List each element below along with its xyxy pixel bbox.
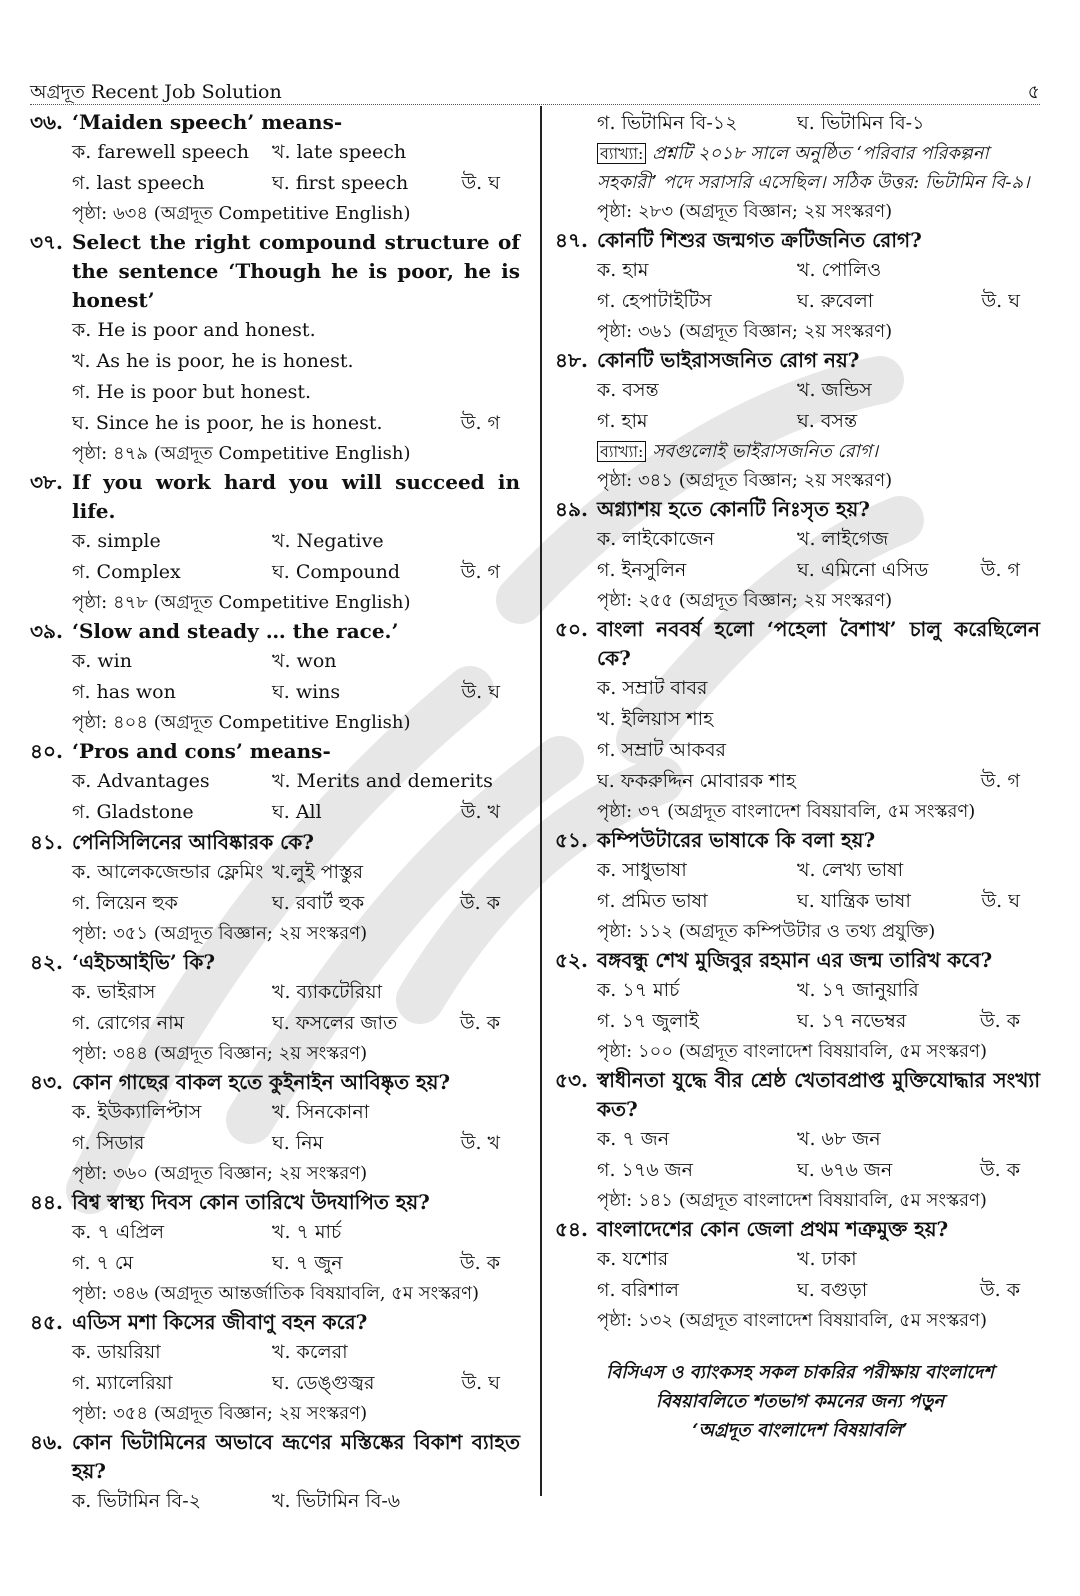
question-text: কম্পিউটারের ভাষাকে কি বলা হয়?	[597, 828, 876, 852]
option: ঘ. বসন্ত	[797, 410, 858, 432]
question-block	[555, 495, 1040, 615]
question-text: ‘Maiden speech’ means-	[72, 110, 343, 134]
left-column	[30, 108, 520, 1517]
answer-label: উ. গ	[980, 559, 1020, 581]
option-row	[30, 1248, 520, 1279]
option: খ. As he is poor, he is honest.	[72, 350, 354, 372]
option: ঘ. নিম	[272, 1132, 324, 1154]
question-number: ৩৯.	[30, 619, 63, 643]
question-block	[30, 948, 520, 1068]
answer-label: উ. ক	[979, 1159, 1020, 1181]
answer-label: উ. ক	[459, 892, 500, 914]
option: গ. সিডার	[72, 1132, 145, 1154]
option: খ. Negative	[272, 530, 384, 552]
question-number: ৪৬.	[30, 1430, 63, 1454]
question-title	[30, 1428, 520, 1486]
option: খ. late speech	[272, 141, 407, 163]
option-row	[555, 286, 1040, 317]
question-block	[555, 346, 1040, 495]
option-row	[30, 977, 520, 1008]
option: ক. ৭ জন	[597, 1128, 670, 1150]
question-block	[555, 946, 1040, 1066]
option: খ. ঢাকা	[797, 1248, 857, 1270]
page-reference: পৃষ্ঠা: ৪৭৮ (অগ্রদূত Competitive English)	[72, 592, 411, 613]
option: খ. ১৭ জানুয়ারি	[797, 979, 919, 1001]
option: খ. ৬৮ জন	[797, 1128, 881, 1150]
option: ঘ. এমিনো এসিড	[797, 559, 929, 581]
question-title	[555, 226, 1040, 255]
option: ক. বসন্ত	[597, 379, 659, 401]
question-number: ৩৭.	[30, 230, 63, 254]
option-row	[555, 108, 1040, 139]
question-text: কোন ভিটামিনের অভাবে ভ্রূণের মস্তিষ্কের বিকাশ ব্যাহত হয়?	[72, 1430, 520, 1483]
option: ক. যশোর	[597, 1248, 669, 1270]
question-block	[555, 108, 1040, 226]
question-number: ৩৬.	[30, 110, 63, 134]
option: গ. ম্যালেরিয়া	[72, 1372, 173, 1394]
explanation-text: প্রশ্নটি ২০১৮ সালে অনুষ্ঠিত ‘পরিবার পরিকল্পনা সহকারী’ পদে সরাসরি এসেছিল। সঠিক উত্তর: ভিটামিন বি-৯।	[597, 143, 1030, 193]
promo-line-3: ‘অগ্রদূত বাংলাদেশ বিষয়াবলি’	[692, 1420, 908, 1441]
answer-label: উ. ক	[459, 1012, 500, 1034]
option: গ. সম্রাট আকবর	[597, 739, 727, 761]
option: ঘ. বগুড়া	[797, 1279, 868, 1301]
question-block	[30, 617, 520, 737]
option-row	[555, 406, 1040, 437]
option: ক. সাধুভাষা	[597, 859, 687, 881]
answer-label: উ. ক	[459, 1252, 500, 1274]
option-row	[30, 888, 520, 919]
option: গ. He is poor but honest.	[72, 381, 312, 403]
option: খ. লাইগেজ	[797, 528, 889, 550]
question-block	[30, 737, 520, 828]
option-row	[555, 1124, 1040, 1155]
question-block	[555, 226, 1040, 346]
answer-label: উ. গ	[460, 412, 500, 434]
question-title	[30, 617, 520, 646]
question-number: ৪৮.	[555, 348, 588, 372]
question-text: কোনটি ভাইরাসজনিত রোগ নয়?	[597, 348, 860, 372]
option: ক. ১৭ মার্চ	[597, 979, 680, 1001]
question-block	[555, 826, 1040, 946]
option: ঘ. রবার্ট হুক	[272, 892, 365, 914]
answer-label: উ. ঘ	[461, 1372, 500, 1394]
option: ঘ. wins	[272, 681, 341, 703]
option: ঘ. ১৭ নভেম্বর	[797, 1010, 907, 1032]
page-reference: পৃষ্ঠা: ৩৪৬ (অগ্রদূত আন্তর্জাতিক বিষয়াবলি, ৫ম সংস্করণ)	[72, 1283, 479, 1304]
question-number: ৪১.	[30, 830, 63, 854]
option: খ. লেখ্য ভাষা	[797, 859, 904, 881]
option: ক. Advantages	[72, 770, 210, 792]
question-title	[555, 1066, 1040, 1124]
question-text: স্বাধীনতা যুদ্ধে বীর শ্রেষ্ঠ খেতাবপ্রাপ্ত মুক্তিযোদ্ধার সংখ্যা কত?	[597, 1068, 1040, 1121]
question-text: ‘এইচআইভি’ কি?	[72, 950, 216, 974]
option: গ. Gladstone	[72, 801, 194, 823]
question-text: বিশ্ব স্বাস্থ্য দিবস কোন তারিখে উদযাপিত হয়?	[72, 1190, 430, 1214]
option-row	[555, 255, 1040, 286]
option-row	[30, 315, 520, 346]
question-title	[555, 615, 1040, 673]
option: খ. সিনকোনা	[272, 1101, 370, 1123]
page-reference: পৃষ্ঠা: ৩৬০ (অগ্রদূত বিজ্ঞান; ২য় সংস্করণ)	[72, 1163, 368, 1184]
option-row	[30, 1368, 520, 1399]
option-row	[30, 1486, 520, 1517]
option-row	[555, 704, 1040, 735]
option: ঘ. ডেঙ্গুজ্বর	[272, 1372, 375, 1394]
option: ক. আলেকজেন্ডার ফ্লেমিং	[72, 861, 264, 883]
option: গ. last speech	[72, 172, 205, 194]
question-title	[30, 1188, 520, 1217]
page-reference: পৃষ্ঠা: ১৩২ (অগ্রদূত বাংলাদেশ বিষয়াবলি, ৫ম সংস্করণ)	[597, 1310, 987, 1331]
question-block	[30, 1068, 520, 1188]
option-row	[555, 555, 1040, 586]
option: ক. ভিটামিন বি-২	[72, 1490, 201, 1512]
option: খ. won	[272, 650, 337, 672]
option: খ. ভিটামিন বি-৬	[272, 1490, 401, 1512]
page-reference: পৃষ্ঠা: ২৮৩ (অগ্রদূত বিজ্ঞান; ২য় সংস্করণ)	[597, 201, 893, 222]
option-row	[30, 677, 520, 708]
option: ঘ. first speech	[272, 172, 409, 194]
option-row	[555, 1244, 1040, 1275]
option-row	[30, 1217, 520, 1248]
option: ঘ. রুবেলা	[797, 290, 874, 312]
page-number: ৫	[1027, 81, 1040, 103]
option-row	[555, 524, 1040, 555]
option: ঘ. Compound	[272, 561, 401, 583]
question-block	[30, 1428, 520, 1517]
promo-line-1: বিসিএস ও ব্যাংকসহ সকল চাকরির পরীক্ষায় বাংলাদেশ	[606, 1362, 994, 1383]
answer-label: উ. গ	[980, 770, 1020, 792]
option: খ. Merits and demerits	[272, 770, 493, 792]
question-number: ৪৭.	[555, 228, 588, 252]
option-row	[30, 1128, 520, 1159]
option: ঘ. Since he is poor, he is honest.	[72, 412, 383, 434]
question-title	[30, 468, 520, 526]
option-row	[30, 766, 520, 797]
option: ক. সম্রাট বাবর	[597, 677, 708, 699]
option: গ. ইনসুলিন	[597, 559, 687, 581]
option: গ. রোগের নাম	[72, 1012, 185, 1034]
option: খ. কলেরা	[272, 1341, 348, 1363]
question-block	[30, 228, 520, 468]
answer-label: উ. খ	[460, 801, 500, 823]
option: গ. ১৭৬ জন	[597, 1159, 693, 1181]
option: ক. ইউক্যালিপ্টাস	[72, 1101, 202, 1123]
promo-line-2: বিষয়াবলিতে শতভাগ কমনের জন্য পড়ুন	[655, 1391, 945, 1412]
answer-label: উ. ক	[979, 1279, 1020, 1301]
explanation-tag: ব্যাখ্যা:	[597, 143, 646, 164]
option: খ. পোলিও	[797, 259, 882, 281]
question-number: ৫৪.	[555, 1217, 588, 1241]
option-row	[30, 857, 520, 888]
option-row	[30, 557, 520, 588]
option: গ. Complex	[72, 561, 181, 583]
answer-label: উ. খ	[460, 1132, 500, 1154]
option: ঘ. ফকরুদ্দিন মোবারক শাহ	[597, 770, 796, 792]
option: গ. বরিশাল	[597, 1279, 679, 1301]
question-block	[30, 1308, 520, 1428]
question-block	[555, 1215, 1040, 1335]
option: খ. ব্যাকটেরিয়া	[272, 981, 383, 1003]
option: ক. He is poor and honest.	[72, 319, 316, 341]
answer-label: উ. ঘ	[981, 290, 1020, 312]
option-row	[30, 1008, 520, 1039]
option: ঘ. যান্ত্রিক ভাষা	[797, 890, 911, 912]
page-reference: পৃষ্ঠা: ৩৪১ (অগ্রদূত বিজ্ঞান; ২য় সংস্করণ)	[597, 470, 893, 491]
option-row	[30, 408, 520, 439]
page-reference: পৃষ্ঠা: ৪৭৯ (অগ্রদূত Competitive English)	[72, 443, 411, 464]
question-block	[30, 1188, 520, 1308]
option-row	[555, 673, 1040, 704]
question-number: ৪২.	[30, 950, 63, 974]
option-row	[30, 346, 520, 377]
option-row	[30, 1097, 520, 1128]
option: ক. হাম	[597, 259, 649, 281]
option: ক. লাইকোজেন	[597, 528, 715, 550]
option: খ. জন্ডিস	[797, 379, 872, 401]
option: গ. হেপাটাইটিস	[597, 290, 712, 312]
question-text: কোনটি শিশুর জন্মগত ক্রটিজনিত রোগ?	[597, 228, 922, 252]
option: গ. লিয়েন হুক	[72, 892, 178, 914]
page-reference: পৃষ্ঠা: ৩৫৪ (অগ্রদূত বিজ্ঞান; ২য় সংস্করণ)	[72, 1403, 368, 1424]
question-text: বাংলা নববর্ষ হলো ‘পহেলা বৈশাখ’ চালু করেছিলেন কে?	[597, 617, 1040, 670]
question-number: ৫১.	[555, 828, 588, 852]
page-reference: পৃষ্ঠা: ৩৭ (অগ্রদূত বাংলাদেশ বিষয়াবলি, ৫ম সংস্করণ)	[597, 801, 976, 822]
option-row	[555, 1006, 1040, 1037]
question-title	[30, 737, 520, 766]
option: গ. ৭ মে	[72, 1252, 134, 1274]
question-title	[30, 948, 520, 977]
option-row	[30, 526, 520, 557]
option-row	[555, 766, 1040, 797]
option: গ. হাম	[597, 410, 648, 432]
option: গ. ১৭ জুলাই	[597, 1010, 699, 1032]
column-divider	[540, 106, 542, 1496]
option: ক. ডায়রিয়া	[72, 1341, 161, 1363]
question-number: ৪৫.	[30, 1310, 63, 1334]
promo-box	[580, 1358, 1020, 1445]
question-text: ‘Pros and cons’ means-	[72, 739, 331, 763]
option: ঘ. All	[272, 801, 322, 823]
question-number: ৪৪.	[30, 1190, 63, 1214]
page-reference: পৃষ্ঠা: ৩৬১ (অগ্রদূত বিজ্ঞান; ২য় সংস্করণ)	[597, 321, 893, 342]
question-number: ৪৩.	[30, 1070, 63, 1094]
question-block	[555, 1066, 1040, 1215]
question-number: ৩৮.	[30, 470, 63, 494]
option-row	[30, 646, 520, 677]
question-block	[30, 468, 520, 617]
option: ঘ. ফসলের জাত	[272, 1012, 398, 1034]
question-title	[30, 108, 520, 137]
option-row	[555, 1275, 1040, 1306]
option: গ. ভিটামিন বি-১২	[597, 112, 738, 134]
question-title	[30, 828, 520, 857]
option: খ. ইলিয়াস শাহ	[597, 708, 714, 730]
question-text: এডিস মশা কিসের জীবাণু বহন করে?	[72, 1310, 368, 1334]
question-title	[30, 228, 520, 315]
answer-label: উ. ঘ	[461, 172, 500, 194]
option-row	[555, 855, 1040, 886]
explanation-tag: ব্যাখ্যা:	[597, 441, 646, 462]
option-row	[30, 137, 520, 168]
option: খ. ৭ মার্চ	[272, 1221, 342, 1243]
answer-label: উ. ক	[979, 1010, 1020, 1032]
question-block	[555, 615, 1040, 826]
explanation	[555, 437, 1040, 466]
option-row	[30, 377, 520, 408]
header-title: অগ্রদূত Recent Job Solution	[30, 81, 282, 103]
answer-label: উ. গ	[460, 561, 500, 583]
page-reference: পৃষ্ঠা: ৩৪৪ (অগ্রদূত বিজ্ঞান; ২য় সংস্করণ)	[72, 1043, 368, 1064]
option: ক. ৭ এপ্রিল	[72, 1221, 164, 1243]
question-block	[30, 108, 520, 228]
question-title	[555, 346, 1040, 375]
option-row	[555, 735, 1040, 766]
question-title	[555, 495, 1040, 524]
question-text: ‘Slow and steady … the race.’	[72, 619, 399, 643]
option: খ.লুই পাস্তুর	[272, 861, 364, 883]
page-reference: পৃষ্ঠা: ১১২ (অগ্রদূত কম্পিউটার ও তথ্য প্রযুক্তি)	[597, 921, 936, 942]
option: ক. simple	[72, 530, 161, 552]
question-number: ৫২.	[555, 948, 588, 972]
option-row	[555, 886, 1040, 917]
page-reference: পৃষ্ঠা: ১০০ (অগ্রদূত বাংলাদেশ বিষয়াবলি, ৫ম সংস্করণ)	[597, 1041, 987, 1062]
page-reference: পৃষ্ঠা: ৪০৪ (অগ্রদূত Competitive English)	[72, 712, 411, 733]
option: ঘ. ৭ জুন	[272, 1252, 343, 1274]
question-title	[30, 1308, 520, 1337]
explanation-text: সবগুলোই ভাইরাসজনিত রোগ।	[652, 441, 879, 462]
option: গ. has won	[72, 681, 176, 703]
option: গ. প্রমিত ভাষা	[597, 890, 708, 912]
option-row	[555, 375, 1040, 406]
option-row	[555, 1155, 1040, 1186]
question-number: ৪৯.	[555, 497, 588, 521]
explanation	[555, 139, 1040, 197]
option-row	[30, 797, 520, 828]
option-row	[30, 168, 520, 199]
question-title	[555, 1215, 1040, 1244]
option: ঘ. ৬৭৬ জন	[797, 1159, 893, 1181]
page-reference: পৃষ্ঠা: ১৪১ (অগ্রদূত বাংলাদেশ বিষয়াবলি, ৫ম সংস্করণ)	[597, 1190, 987, 1211]
answer-label: উ. ঘ	[981, 890, 1020, 912]
question-number: ৫৩.	[555, 1068, 588, 1092]
page-header	[30, 78, 1040, 105]
question-text: পেনিসিলিনের আবিষ্কারক কে?	[72, 830, 314, 854]
page-reference: পৃষ্ঠা: ৩৫১ (অগ্রদূত বিজ্ঞান; ২য় সংস্করণ)	[72, 923, 368, 944]
question-text: বাংলাদেশের কোন জেলা প্রথম শত্রুমুক্ত হয়?	[597, 1217, 949, 1241]
question-text: কোন গাছের বাকল হতে কুইনাইন আবিষ্কৃত হয়?	[72, 1070, 451, 1094]
question-title	[30, 1068, 520, 1097]
option-row	[30, 1337, 520, 1368]
question-text: Select the right compound structure of the sentence ‘Though he is poor, he is honest’	[72, 230, 520, 312]
right-column	[555, 108, 1040, 1335]
page-reference: পৃষ্ঠা: ২৫৫ (অগ্রদূত বিজ্ঞান; ২য় সংস্করণ)	[597, 590, 893, 611]
option: ক. farewell speech	[72, 141, 250, 163]
question-block	[30, 828, 520, 948]
option-row	[555, 975, 1040, 1006]
question-text: বঙ্গবন্ধু শেখ মুজিবুর রহমান এর জন্ম তারিখ কবে?	[597, 948, 993, 972]
question-title	[555, 946, 1040, 975]
option: ঘ. ভিটামিন বি-১	[797, 112, 925, 134]
question-text: অগ্ন্যাশয় হতে কোনটি নিঃসৃত হয়?	[597, 497, 870, 521]
question-number: ৫০.	[555, 617, 588, 641]
option: ক. win	[72, 650, 132, 672]
question-text: If you work hard you will succeed in life.	[72, 470, 520, 523]
answer-label: উ. ঘ	[461, 681, 500, 703]
question-title	[555, 826, 1040, 855]
page-reference: পৃষ্ঠা: ৬৩৪ (অগ্রদূত Competitive English)	[72, 203, 411, 224]
question-number: ৪০.	[30, 739, 63, 763]
option: ক. ভাইরাস	[72, 981, 156, 1003]
